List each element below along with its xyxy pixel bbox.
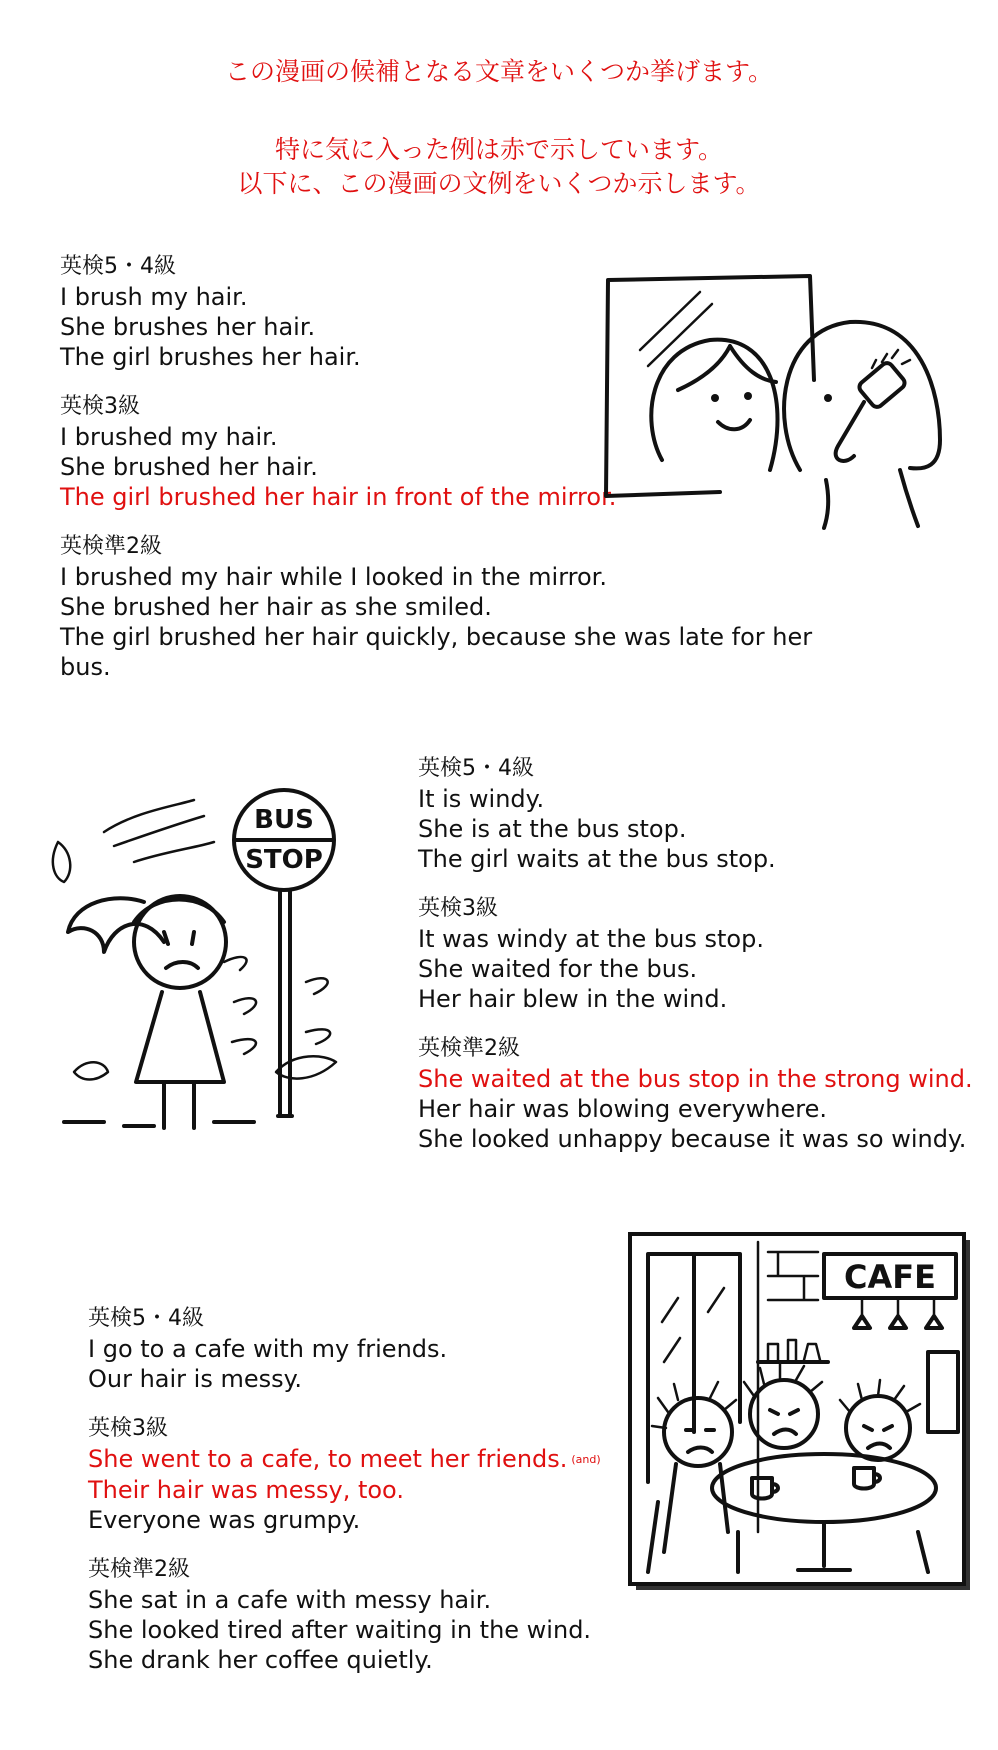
sentence: It was windy at the bus stop.: [418, 925, 764, 953]
cafe-illustration: [628, 1232, 974, 1594]
level-label: 英検5・4級: [88, 1306, 204, 1331]
sentence: She looked tired after waiting in the wind.: [88, 1616, 592, 1644]
sentence: The girl brushed her hair quickly, because she was late for her bus.: [60, 623, 813, 681]
intro-line-1: この漫画の候補となる文章をいくつか挙げます。: [224, 57, 773, 86]
bus-stop-illustration: [44, 782, 364, 1142]
bus-sign-bottom: STOP: [245, 845, 323, 875]
sentence: She is at the bus stop.: [418, 815, 687, 843]
sentence: Her hair was blowing everywhere.: [418, 1095, 827, 1123]
intro-line-3: 以下に、この漫画の文例をいくつか示します。: [237, 169, 761, 198]
panel-2-text: [418, 754, 978, 1154]
bus-sign-top: BUS: [254, 805, 314, 835]
conjunction-note: (and): [571, 1453, 601, 1466]
level-label: 英検準2級: [60, 534, 162, 559]
sentence: The girl waits at the bus stop.: [418, 845, 776, 873]
cafe-sign: CAFE: [844, 1258, 936, 1296]
panel-3-text: [88, 1304, 628, 1675]
level-label: 英検3級: [418, 896, 498, 921]
sentence: Her hair blew in the wind.: [418, 985, 728, 1013]
sentence: She sat in a cafe with messy hair.: [88, 1586, 492, 1614]
sentence: She brushes her hair.: [60, 313, 316, 341]
sentence: I brush my hair.: [60, 283, 248, 311]
sentence: It is windy.: [418, 785, 545, 813]
sentence: The girl brushes her hair.: [60, 343, 361, 371]
highlighted-sentence: The girl brushed her hair in front of the mirror.: [60, 483, 617, 511]
level-label: 英検3級: [60, 394, 140, 419]
sentence: Everyone was grumpy.: [88, 1506, 361, 1534]
level-label: 英検3級: [88, 1416, 168, 1441]
sentence: She brushed her hair as she smiled.: [60, 593, 492, 621]
sentence-text: She went to a cafe, to meet her friends.: [88, 1445, 568, 1473]
level-label: 英検5・4級: [418, 756, 534, 781]
level-label: 英検準2級: [418, 1036, 520, 1061]
sentence: I brushed my hair while I looked in the mirror.: [60, 563, 607, 591]
sentence: I go to a cafe with my friends.: [88, 1335, 448, 1363]
level-label: 英検5・4級: [60, 254, 176, 279]
sentence: She brushed her hair.: [60, 453, 318, 481]
sentence: Our hair is messy.: [88, 1365, 303, 1393]
sentence: She waited for the bus.: [418, 955, 698, 983]
sentence: She looked unhappy because it was so windy.: [418, 1125, 967, 1153]
highlighted-sentence: She waited at the bus stop in the strong wind.: [418, 1065, 973, 1093]
sentence: She drank her coffee quietly.: [88, 1646, 433, 1674]
intro-line-2: 特に気に入った例は赤で示しています。: [274, 135, 723, 164]
level-label: 英検準2級: [88, 1557, 190, 1582]
sentence: I brushed my hair.: [60, 423, 278, 451]
highlighted-sentence: Their hair was messy, too.: [88, 1476, 404, 1504]
mirror-illustration: [600, 270, 960, 530]
highlighted-sentence: [88, 1444, 628, 1475]
